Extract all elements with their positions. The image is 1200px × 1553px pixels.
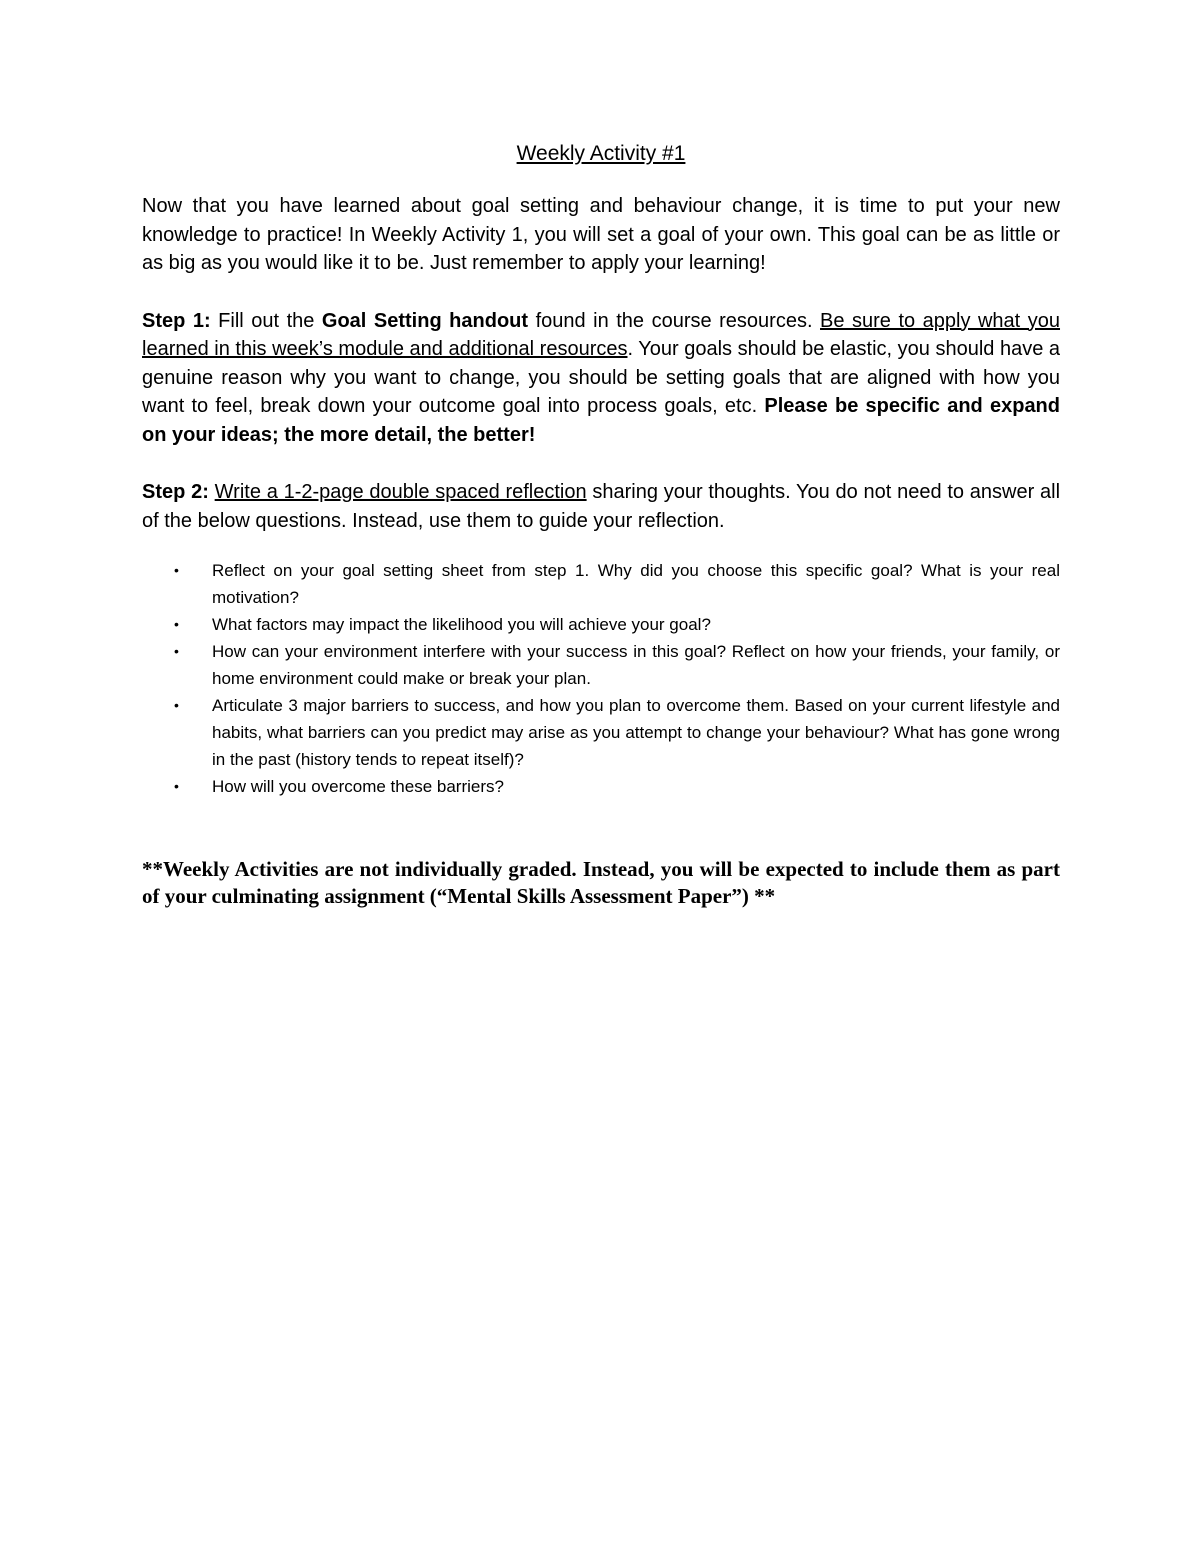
bullet-icon: •: [174, 778, 179, 794]
step-1-bold-instruction: Please be specific and expand on your ideas; the more detail, the better!: [142, 395, 1060, 446]
step-1-text-b: found in the course resources.: [528, 309, 821, 332]
bullet-icon: •: [174, 697, 179, 713]
grading-note: **Weekly Activities are not individually graded. Instead, you will be expected to include them as part of your culminating assignment (“Mental Skills Assessment Paper”) **: [142, 857, 1060, 908]
goal-setting-handout-text: Goal Setting handout: [321, 309, 529, 332]
question-text: How will you overcome these barriers?: [212, 777, 504, 796]
question-text: Articulate 3 major barriers to success, and how you plan to overcome them. Based on your current lifestyle and habits, what barriers can you predict may arise as you attempt to change your behaviour? What has gone wrong in the past (history tends to repeat itself)?: [212, 696, 1060, 769]
reflection-questions-list: [142, 557, 1060, 800]
step-1-label: Step 1:: [142, 309, 211, 332]
question-text: Reflect on your goal setting sheet from step 1. Why did you choose this specific goal? What is your real motivation?: [212, 561, 1060, 607]
step-2-paragraph: [142, 478, 1060, 535]
step-1-underlined-instruction: Be sure to apply what you learned in this week’s module and additional resources: [142, 309, 1061, 360]
page-title: [142, 140, 1060, 168]
list-item: [174, 773, 1060, 800]
bullet-icon: •: [174, 616, 179, 632]
question-text: What factors may impact the likelihood you will achieve your goal?: [212, 615, 711, 634]
step-2-underlined-instruction: Write a 1-2-page double spaced reflection: [214, 481, 587, 503]
step-2-text-b: sharing your thoughts. You do not need to answer all of the below questions. Instead, use them to guide your reflection.: [142, 481, 1061, 532]
step-1-text-c: . Your goals should be elastic, you should have a genuine reason why you want to change, you should be setting goals that are aligned with how you want to feel, break down your outcome goal into process goals, etc.: [142, 338, 1061, 417]
document-body: [142, 140, 1060, 931]
step-2-label: Step 2:: [142, 481, 209, 503]
list-item: [174, 638, 1060, 692]
step-1-paragraph: [142, 307, 1060, 450]
title-text: Weekly Activity #1: [516, 142, 686, 165]
step-1-text-a: Fill out the: [210, 309, 322, 332]
list-item: [174, 557, 1060, 611]
intro-paragraph: Now that you have learned about goal setting and behaviour change, it is time to put your new knowledge to practice! In Weekly Activity 1, you will set a goal of your own. This goal can be as little or as big as you would like it to be. Just remember to apply your learning!: [142, 195, 1060, 274]
list-item: [174, 692, 1060, 773]
question-text: How can your environment interfere with your success in this goal? Reflect on how your friends, your family, or home environment could make or break your plan.: [212, 642, 1060, 688]
bullet-icon: •: [174, 643, 179, 659]
list-item: [174, 611, 1060, 638]
bullet-icon: •: [174, 562, 179, 578]
